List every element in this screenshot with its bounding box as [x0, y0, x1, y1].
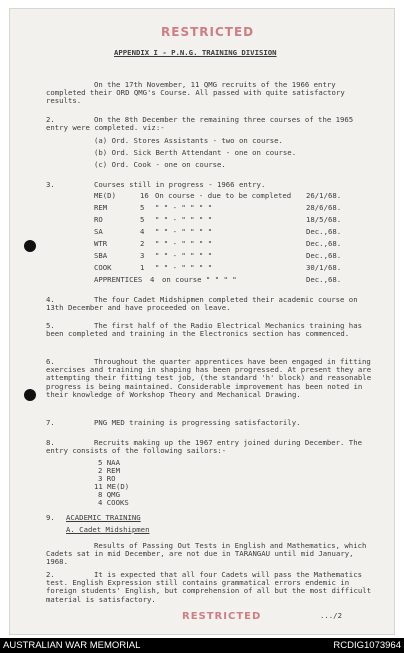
course-status: On course - due to be completed	[155, 191, 292, 200]
course-date: 30/1/68.	[306, 263, 342, 272]
para-6-number: 6.	[46, 357, 55, 366]
para-6-text: Throughout the quarter apprentices have been engaged in fitting exercises and training in shaping has been progressed. At present they are attempting their fitting test job, (the standard 'h' block) and reasonable progress is being maintained. Considerable improvement has been noted in their knowledge of Workshop Theory and Mechanical Drawing.	[46, 357, 372, 399]
para-4-number: 4.	[46, 295, 55, 304]
para-2-item: (a) Ord. Stores Assistants - two on course.	[94, 136, 283, 145]
course-date: Dec.,68.	[306, 251, 342, 260]
archive-footer	[0, 638, 404, 653]
course-name: COOK	[94, 263, 112, 272]
course-count: 1	[140, 263, 145, 272]
course-name: ME(D)	[94, 191, 116, 200]
para-2-number: 2.	[46, 115, 55, 124]
para-9-text: Results of Passing Out Tests in English and Mathematics, which Cadets sat in mid December, are not due in TARANGAU until mid January, 1968.	[46, 541, 367, 567]
course-count: 5	[140, 203, 145, 212]
course-count: 2	[140, 239, 145, 248]
course-status: " " - " " " "	[155, 203, 213, 212]
archive-id: RCDIG1073964	[333, 640, 401, 651]
para-9-2-text: It is expected that all four Cadets will pass the Mathematics test. English Expression still contains grammatical errors endemic in foreign students' English, but comprehension of all but the most difficult material is satisfactory.	[46, 570, 372, 604]
list-item: 11 ME(D)	[94, 482, 130, 491]
para-8-text: Recruits making up the 1967 entry joined during December. The entry consists of the following sailors:-	[46, 438, 362, 456]
list-item: 8 QMG	[98, 490, 120, 499]
course-name: APPRENTICES	[94, 275, 143, 284]
course-date: Dec.,68.	[306, 227, 342, 236]
course-count: 4	[150, 275, 155, 284]
list-item: 4 COOKS	[98, 498, 129, 507]
course-name: SA	[94, 227, 103, 236]
archive-name: AUSTRALIAN WAR MEMORIAL	[3, 640, 141, 651]
page-continuation: .../2	[320, 611, 342, 620]
para-7-text: PNG MED training is progressing satisfactorily.	[94, 418, 301, 427]
para-9-number: 9.	[46, 513, 55, 522]
course-date: 28/6/68.	[306, 203, 342, 212]
para-3-number: 3.	[46, 180, 55, 189]
para-8-number: 8.	[46, 438, 55, 447]
restricted-stamp-top: RESTRICTED	[161, 25, 255, 39]
course-date: 26/1/68.	[306, 191, 342, 200]
section-title: ACADEMIC TRAINING	[66, 513, 141, 522]
course-date: Dec.,68.	[306, 275, 342, 284]
course-status: on course " " " "	[162, 275, 237, 284]
course-status: " " - " " " "	[155, 239, 213, 248]
punch-hole	[24, 389, 36, 401]
punch-hole	[24, 240, 36, 252]
para-5-number: 5.	[46, 321, 55, 330]
course-name: RO	[94, 215, 103, 224]
para-4-text: The four Cadet Midshipmen completed their academic course on 13th December and have proceeded on leave.	[46, 295, 358, 313]
course-status: " " - " " " "	[155, 263, 213, 272]
course-status: " " - " " " "	[155, 227, 213, 236]
course-status: " " - " " " "	[155, 251, 213, 260]
section-subtitle: A. Cadet Midshipmen	[66, 525, 150, 534]
course-name: SBA	[94, 251, 108, 260]
para-2-text: On the 8th December the remaining three courses of the 1965 entry were completed. viz:-	[46, 115, 354, 133]
course-name: REM	[94, 203, 108, 212]
para-2-item: (b) Ord. Sick Berth Attendant - one on course.	[94, 148, 297, 157]
course-count: 5	[140, 215, 145, 224]
document-page	[9, 8, 395, 635]
course-count: 3	[140, 251, 145, 260]
course-status: " " - " " " "	[155, 215, 213, 224]
list-item: 3 RO	[98, 474, 116, 483]
course-count: 4	[140, 227, 145, 236]
para-7-number: 7.	[46, 418, 55, 427]
appendix-heading: APPENDIX I - P.N.G. TRAINING DIVISION	[114, 48, 277, 57]
list-item: 5 NAA	[98, 458, 120, 467]
para-3-text: Courses still in progress - 1966 entry.	[94, 180, 266, 189]
course-date: 18/5/68.	[306, 215, 342, 224]
list-item: 2 REM	[98, 466, 120, 475]
intro-paragraph: On the 17th November, 11 QMG recruits of the 1966 entry completed their ORD QMG's Course. All passed with quite satisfactory results.	[46, 80, 345, 106]
course-date: Dec.,68.	[306, 239, 342, 248]
course-name: WTR	[94, 239, 108, 248]
course-count: 16	[140, 191, 149, 200]
para-5-text: The first half of the Radio Electrical Mechanics training has been completed and training in the Electronics section has commenced.	[46, 321, 362, 339]
para-9-2-number: 2.	[46, 570, 55, 579]
restricted-stamp-bottom: RESTRICTED	[182, 611, 262, 622]
para-2-item: (c) Ord. Cook - one on course.	[94, 160, 226, 169]
